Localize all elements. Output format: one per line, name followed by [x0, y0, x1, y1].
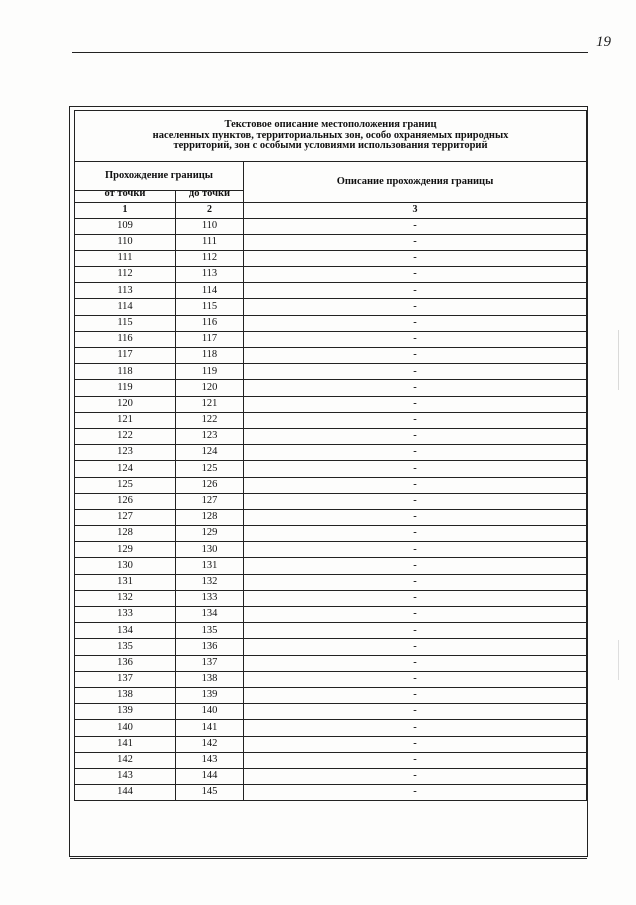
- to-point-cell: 110: [176, 218, 244, 234]
- description-cell: -: [244, 348, 587, 364]
- from-point-cell: 136: [75, 655, 176, 671]
- from-point-cell: 112: [75, 267, 176, 283]
- table-row: [75, 590, 587, 606]
- title-line-2: населенных пунктов, территориальных зон, особо охраняемых природных: [152, 129, 509, 141]
- to-point-cell: 118: [176, 348, 244, 364]
- description-cell: -: [244, 364, 587, 380]
- table-row: [75, 704, 587, 720]
- table-row: [75, 785, 587, 801]
- to-point-cell: 133: [176, 590, 244, 606]
- description-cell: -: [244, 283, 587, 299]
- to-point-cell: 132: [176, 574, 244, 590]
- from-point-cell: 113: [75, 283, 176, 299]
- from-point-cell: 109: [75, 218, 176, 234]
- from-point-cell: 115: [75, 315, 176, 331]
- footer-rule: [70, 858, 587, 859]
- table-row: [75, 428, 587, 444]
- table-title: [75, 111, 587, 162]
- table-row: [75, 655, 587, 671]
- from-point-header: от точки: [75, 191, 176, 203]
- from-point-cell: 142: [75, 752, 176, 768]
- from-point-cell: 138: [75, 687, 176, 703]
- to-point-cell: 131: [176, 558, 244, 574]
- from-point-cell: 140: [75, 720, 176, 736]
- description-cell: -: [244, 234, 587, 250]
- header-rule: [72, 52, 588, 53]
- col-number-2: 2: [176, 202, 244, 218]
- table-row: [75, 477, 587, 493]
- description-cell: -: [244, 542, 587, 558]
- to-point-cell: 138: [176, 671, 244, 687]
- from-point-cell: 126: [75, 493, 176, 509]
- table-row: [75, 493, 587, 509]
- table-row: [75, 574, 587, 590]
- from-point-cell: 119: [75, 380, 176, 396]
- table-row: [75, 396, 587, 412]
- from-point-cell: 118: [75, 364, 176, 380]
- to-point-cell: 123: [176, 428, 244, 444]
- description-header: Описание прохождения границы: [244, 162, 587, 203]
- to-point-cell: 121: [176, 396, 244, 412]
- to-point-cell: 139: [176, 687, 244, 703]
- to-point-cell: 145: [176, 785, 244, 801]
- description-cell: -: [244, 671, 587, 687]
- table-row: [75, 736, 587, 752]
- table-row: [75, 218, 587, 234]
- to-point-cell: 135: [176, 623, 244, 639]
- to-point-cell: 129: [176, 526, 244, 542]
- table-row: [75, 671, 587, 687]
- description-cell: -: [244, 785, 587, 801]
- col-number-1: 1: [75, 202, 176, 218]
- description-cell: -: [244, 331, 587, 347]
- to-point-cell: 124: [176, 445, 244, 461]
- table-row: [75, 720, 587, 736]
- from-point-cell: 130: [75, 558, 176, 574]
- to-point-cell: 116: [176, 315, 244, 331]
- description-cell: -: [244, 720, 587, 736]
- description-cell: -: [244, 396, 587, 412]
- to-point-cell: 134: [176, 607, 244, 623]
- description-cell: -: [244, 428, 587, 444]
- table-row: [75, 412, 587, 428]
- from-point-cell: 110: [75, 234, 176, 250]
- to-point-cell: 140: [176, 704, 244, 720]
- to-point-cell: 142: [176, 736, 244, 752]
- table-row: [75, 558, 587, 574]
- table-row: [75, 542, 587, 558]
- from-point-cell: 111: [75, 250, 176, 266]
- from-point-cell: 123: [75, 445, 176, 461]
- to-point-cell: 136: [176, 639, 244, 655]
- description-cell: -: [244, 461, 587, 477]
- table-row: [75, 364, 587, 380]
- description-cell: -: [244, 607, 587, 623]
- to-point-cell: 143: [176, 752, 244, 768]
- title-line-3: территорий, зон с особыми условиями использования территорий: [173, 140, 488, 152]
- description-cell: -: [244, 655, 587, 671]
- table-row: [75, 299, 587, 315]
- table-row: [75, 509, 587, 525]
- boundary-table: [74, 110, 587, 801]
- scan-edge-mark: [618, 330, 619, 390]
- to-point-cell: 111: [176, 234, 244, 250]
- to-point-cell: 119: [176, 364, 244, 380]
- from-point-cell: 114: [75, 299, 176, 315]
- to-point-cell: 128: [176, 509, 244, 525]
- table-row: [75, 250, 587, 266]
- description-cell: -: [244, 445, 587, 461]
- from-point-cell: 120: [75, 396, 176, 412]
- to-point-cell: 115: [176, 299, 244, 315]
- description-cell: -: [244, 477, 587, 493]
- description-cell: -: [244, 412, 587, 428]
- description-cell: -: [244, 218, 587, 234]
- from-point-cell: 128: [75, 526, 176, 542]
- to-point-cell: 127: [176, 493, 244, 509]
- from-point-cell: 127: [75, 509, 176, 525]
- table-row: [75, 607, 587, 623]
- to-point-cell: 141: [176, 720, 244, 736]
- from-point-cell: 121: [75, 412, 176, 428]
- description-cell: -: [244, 315, 587, 331]
- description-cell: -: [244, 250, 587, 266]
- description-cell: -: [244, 623, 587, 639]
- table-row: [75, 639, 587, 655]
- table-row: [75, 267, 587, 283]
- table-row: [75, 687, 587, 703]
- from-point-cell: 132: [75, 590, 176, 606]
- description-cell: -: [244, 590, 587, 606]
- table-row: [75, 768, 587, 784]
- to-point-cell: 122: [176, 412, 244, 428]
- table-row: [75, 234, 587, 250]
- table-row: [75, 623, 587, 639]
- scan-edge-mark: [618, 640, 619, 680]
- column-number-row: [75, 202, 587, 218]
- to-point-cell: 125: [176, 461, 244, 477]
- to-point-cell: 120: [176, 380, 244, 396]
- from-point-cell: 144: [75, 785, 176, 801]
- description-cell: -: [244, 768, 587, 784]
- description-cell: -: [244, 509, 587, 525]
- title-line-1: Текстовое описание местоположения границ: [224, 119, 437, 131]
- from-point-cell: 134: [75, 623, 176, 639]
- from-point-cell: 122: [75, 428, 176, 444]
- from-point-cell: 124: [75, 461, 176, 477]
- table-row: [75, 331, 587, 347]
- to-point-cell: 117: [176, 331, 244, 347]
- description-cell: -: [244, 736, 587, 752]
- description-cell: -: [244, 267, 587, 283]
- description-cell: -: [244, 526, 587, 542]
- table-row: [75, 461, 587, 477]
- to-point-cell: 114: [176, 283, 244, 299]
- table-row: [75, 380, 587, 396]
- from-point-cell: 116: [75, 331, 176, 347]
- description-cell: -: [244, 574, 587, 590]
- to-point-cell: 144: [176, 768, 244, 784]
- to-point-header: до точки: [176, 191, 244, 203]
- table-row: [75, 283, 587, 299]
- table-row: [75, 315, 587, 331]
- table-row: [75, 526, 587, 542]
- to-point-cell: 112: [176, 250, 244, 266]
- table-row: [75, 752, 587, 768]
- description-cell: -: [244, 752, 587, 768]
- from-point-cell: 125: [75, 477, 176, 493]
- table-row: [75, 348, 587, 364]
- from-point-cell: 135: [75, 639, 176, 655]
- page-number: 19: [596, 34, 611, 50]
- from-point-cell: 141: [75, 736, 176, 752]
- description-cell: -: [244, 704, 587, 720]
- from-point-cell: 117: [75, 348, 176, 364]
- from-point-cell: 137: [75, 671, 176, 687]
- description-cell: -: [244, 639, 587, 655]
- from-point-cell: 143: [75, 768, 176, 784]
- from-point-cell: 133: [75, 607, 176, 623]
- to-point-cell: 130: [176, 542, 244, 558]
- description-cell: -: [244, 493, 587, 509]
- from-point-cell: 131: [75, 574, 176, 590]
- passage-header: Прохождение границы: [75, 162, 244, 191]
- description-cell: -: [244, 380, 587, 396]
- description-cell: -: [244, 299, 587, 315]
- to-point-cell: 126: [176, 477, 244, 493]
- col-number-3: 3: [244, 202, 587, 218]
- description-cell: -: [244, 687, 587, 703]
- table-row: [75, 445, 587, 461]
- description-cell: -: [244, 558, 587, 574]
- from-point-cell: 129: [75, 542, 176, 558]
- to-point-cell: 137: [176, 655, 244, 671]
- to-point-cell: 113: [176, 267, 244, 283]
- from-point-cell: 139: [75, 704, 176, 720]
